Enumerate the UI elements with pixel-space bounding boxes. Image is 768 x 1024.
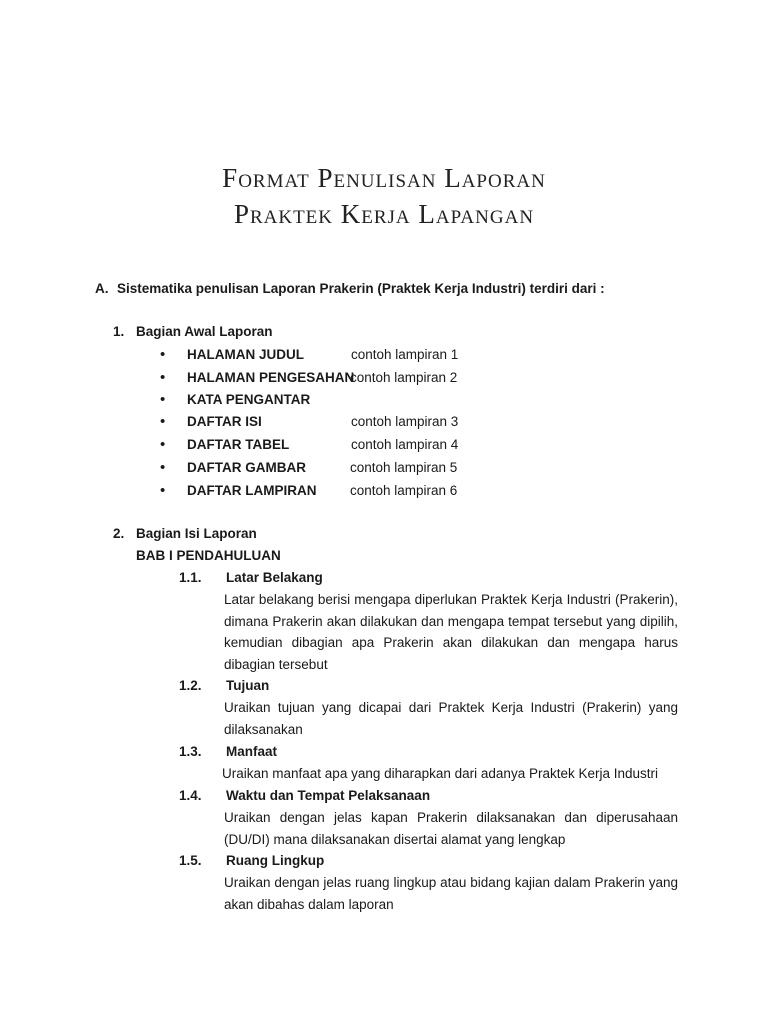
list-item-label: KATA PENGANTAR [187, 392, 311, 407]
list-item-ref: contoh lampiran 2 [350, 370, 458, 385]
bullet-icon [160, 390, 174, 410]
list-item-label: DAFTAR TABEL [187, 437, 290, 452]
bullet-icon [160, 368, 174, 388]
bullet-icon [160, 412, 174, 432]
subsection-body: Uraikan dengan jelas kapan Prakerin dilaksanakan dan diperusahaan (DU/DI) mana dilaksanakan disertai alamat yang lengkap [224, 810, 678, 847]
list-item-label: DAFTAR ISI [187, 414, 262, 429]
subsection-title: Manfaat [226, 744, 278, 759]
part-1-heading: Bagian Awal Laporan [136, 324, 273, 339]
list-item-ref: contoh lampiran 6 [350, 483, 458, 498]
section-a-marker: A. [95, 281, 109, 296]
title-line-2: Praktek Kerja Lapangan [233, 199, 535, 229]
subsection-body: Latar belakang berisi mengapa diperlukan Praktek Kerja Industri (Prakerin), dimana Prakerin akan dilakukan dan mengapa tempat tersebut yang dipilih, kemudian dibagian apa Prakerin akan dilakukan dan mengapa harus dibagian tersebut [224, 592, 678, 672]
subsection-body: Uraikan tujuan yang dicapai dari Praktek Kerja Industri (Prakerin) yang dilaksanakan [224, 700, 678, 737]
list-item-label: HALAMAN PENGESAHAN [187, 370, 355, 385]
subsection-title: Tujuan [226, 678, 270, 693]
list-item-label: DAFTAR LAMPIRAN [187, 483, 317, 498]
list-item-ref: contoh lampiran 1 [351, 347, 459, 362]
document-title [0, 160, 768, 232]
bullet-icon [160, 345, 174, 365]
list-item-ref: contoh lampiran 3 [351, 414, 459, 429]
subsection-body: Uraikan manfaat apa yang diharapkan dari adanya Praktek Kerja Industri [222, 766, 659, 781]
part-2-marker: 2. [113, 526, 125, 541]
section-a-text: Sistematika penulisan Laporan Prakerin (Praktek Kerja Industri) terdiri dari : [117, 281, 605, 296]
subsection-title: Latar Belakang [226, 570, 323, 585]
chapter-heading: BAB I PENDAHULUAN [136, 548, 281, 563]
subsection-number: 1.1. [179, 570, 202, 585]
subsection-number: 1.5. [179, 853, 202, 868]
subsection-body: Uraikan dengan jelas ruang lingkup atau bidang kajian dalam Prakerin yang akan dibahas dalam laporan [224, 875, 678, 912]
subsection-number: 1.4. [179, 788, 202, 803]
list-item-label: DAFTAR GAMBAR [187, 460, 306, 475]
list-item-label: HALAMAN JUDUL [187, 347, 304, 362]
bullet-icon [160, 481, 174, 501]
list-item-ref: contoh lampiran 5 [350, 460, 458, 475]
title-line-1: Format Penulisan Laporan [222, 163, 546, 193]
subsection-number: 1.3. [179, 744, 202, 759]
bullet-icon [160, 458, 174, 478]
part-1-marker: 1. [113, 324, 125, 339]
subsection-number: 1.2. [179, 678, 202, 693]
subsection-title: Waktu dan Tempat Pelaksanaan [226, 788, 431, 803]
bullet-icon [160, 435, 174, 455]
list-item-ref: contoh lampiran 4 [351, 437, 459, 452]
subsection-title: Ruang Lingkup [226, 853, 325, 868]
part-2-heading: Bagian Isi Laporan [136, 526, 257, 541]
